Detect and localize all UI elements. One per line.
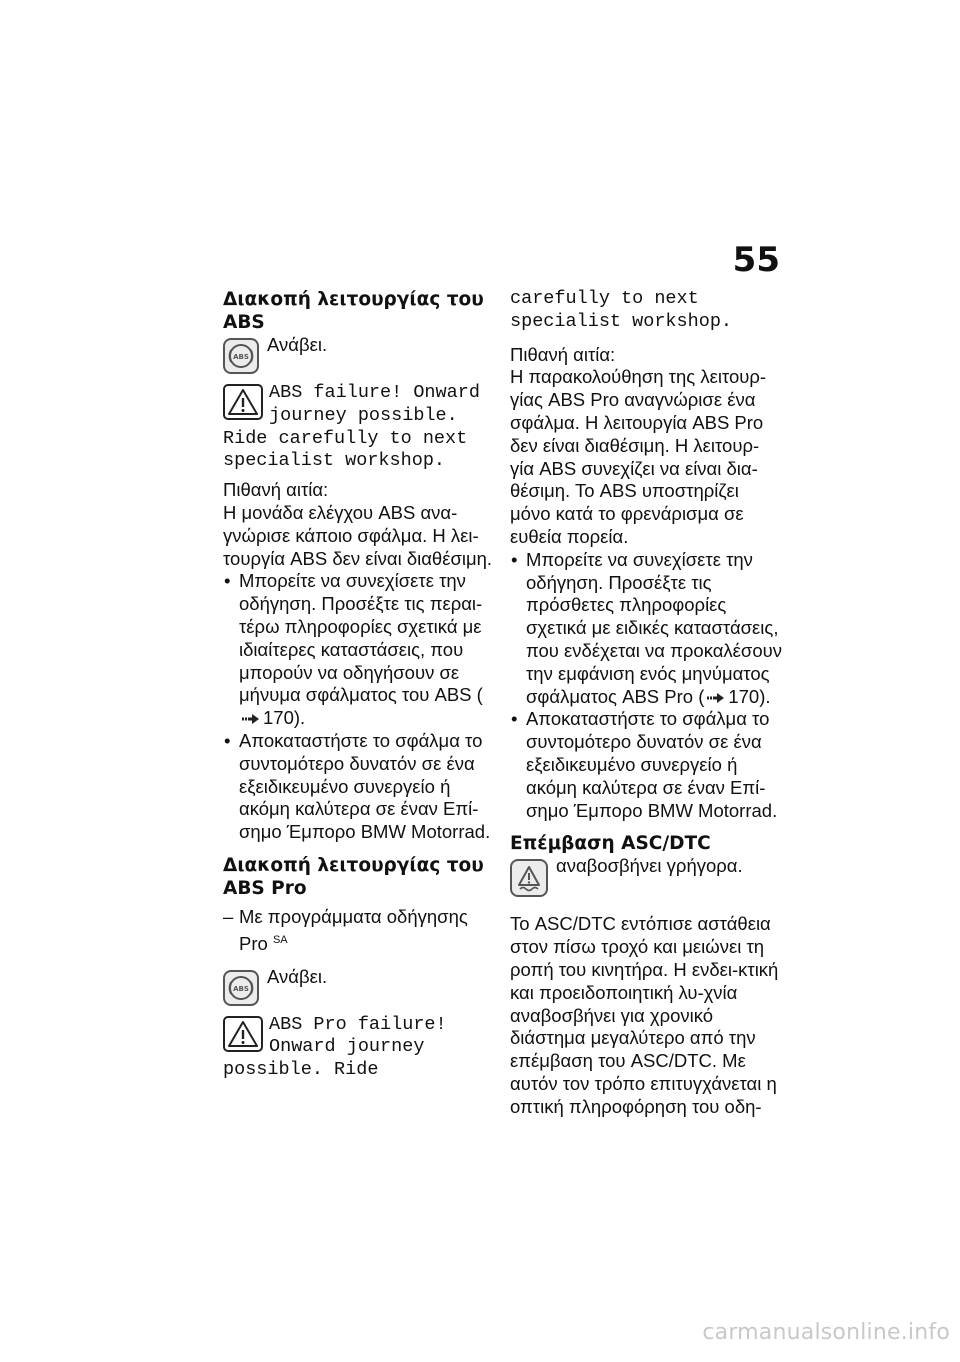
list-item: • Μπορείτε να συνεχίσετε την οδήγηση. Προσέξτε τις πρόσθετες πληροφορίες σχετικά με ειδικές καταστάσεις, που ενδέχεται να προκαλέσουν την εμφάνιση ενός μηνύματος σφάλματος ABS Pro ( 170). (510, 549, 782, 709)
abs-lamp-row (223, 334, 495, 376)
lamp-status-text: Ανάβει. (267, 965, 328, 987)
right-column (510, 288, 782, 1119)
section-heading-asc-dtc: Επέμβαση ASC/DTC (510, 833, 711, 855)
svg-text:ABS: ABS (233, 984, 249, 993)
list-item: • Αποκαταστήστε το σφάλμα το συντομότερο δυνατόν σε ένα εξειδικευμένο συνεργείο ή ακόμη καλύτερα σε έναν Επί-σημο Έμπορο BMW Motorrad. (510, 708, 782, 822)
abs-lamp-icon (223, 338, 259, 374)
warning-message-abs (223, 382, 495, 473)
section-heading-abs-failure: Διακοπή λειτουργίας του ABS (223, 289, 484, 333)
action-list (223, 570, 495, 844)
body-text: Το ASC/DTC εντόπισε αστάθεια στον πίσω τροχό και μειώνει τη ροπή του κινητήρα. Η ενδει-κτική και προειδοποιητική λυ-χνία αναβοσβήνει για χρονικό διάστημα μεγαλύτερο από την επέμβαση του ASC/DTC. Με αυτόν τον τρόπο επιτυγχάνεται η οπτική πληροφόρηση του οδη- (510, 913, 779, 1117)
left-column (223, 288, 495, 1082)
warning-text: ABS failure! Onward journey possible. Ride carefully to next specialist workshop. (223, 382, 480, 472)
cause-text: Η μονάδα ελέγχου ABS ανα-γνώρισε κάποιο σφάλμα. Η λει-τουργία ABS δεν είναι διαθέσιμη. (223, 501, 493, 569)
asc-lamp-row (510, 855, 782, 899)
abs-lamp-icon (223, 970, 259, 1006)
lamp-status-text: αναβοσβήνει γρήγορα. (556, 855, 743, 877)
cause-label: Πιθανή αιτία: (510, 343, 616, 365)
warning-text-continued: carefully to next specialist workshop. (510, 288, 733, 332)
cause-text: Η παρακολούθηση της λειτουρ-γίας ABS Pro αναγνώρισε ένα σφάλμα. Η λειτουργία ABS Pro δεν είναι διαθέσιμη. Η λειτουρ-γία ABS συνεχίζει να είναι δια-θέσιμη. Το ABS υποστηρίζει μόνο κατά το φρενάρισμα σε ευθεία πορεία. (510, 366, 767, 547)
warning-text: ABS Pro failure! Onward journey possible. Ride (223, 1013, 447, 1081)
svg-text:ABS: ABS (233, 353, 249, 361)
warning-triangle-icon (223, 384, 263, 420)
condition-item: – Με προγράμματα οδήγησης Pro $^{SA}$ (223, 905, 468, 954)
page-reference-arrow-icon (707, 693, 725, 703)
list-item: • Μπορείτε να συνεχίσετε την οδήγηση. Προσέξτε τις περαι-τέρω πληροφορίες σχετικά με ιδιαίτερες καταστάσεις, που μπορούν να οδηγήσουν σε μήνυμα σφάλματος του ABS (170). (223, 570, 495, 730)
cause-label: Πιθανή αιτία: (223, 479, 329, 501)
warning-triangle-icon (223, 1016, 263, 1052)
abs-lamp-row (223, 966, 495, 1008)
warning-message-abs-pro (223, 1014, 495, 1082)
page-number: 55 (732, 240, 780, 280)
optional-equipment-marker: SA (272, 933, 288, 946)
list-item: • Αποκαταστήστε το σφάλμα το συντομότερο δυνατόν σε ένα εξειδικευμένο συνεργείο ή ακόμη καλύτερα σε έναν Επί-σημο Έμπορο BMW Motorrad. (223, 730, 495, 844)
section-heading-abs-pro-failure: Διακοπή λειτουργίας του ABS Pro (223, 854, 484, 899)
asc-dtc-lamp-icon (510, 859, 548, 897)
action-list (510, 549, 782, 823)
watermark-text: carmanualsonline.info (702, 1320, 950, 1345)
page-reference-arrow-icon (242, 714, 260, 724)
lamp-status-text: Ανάβει. (267, 334, 328, 355)
